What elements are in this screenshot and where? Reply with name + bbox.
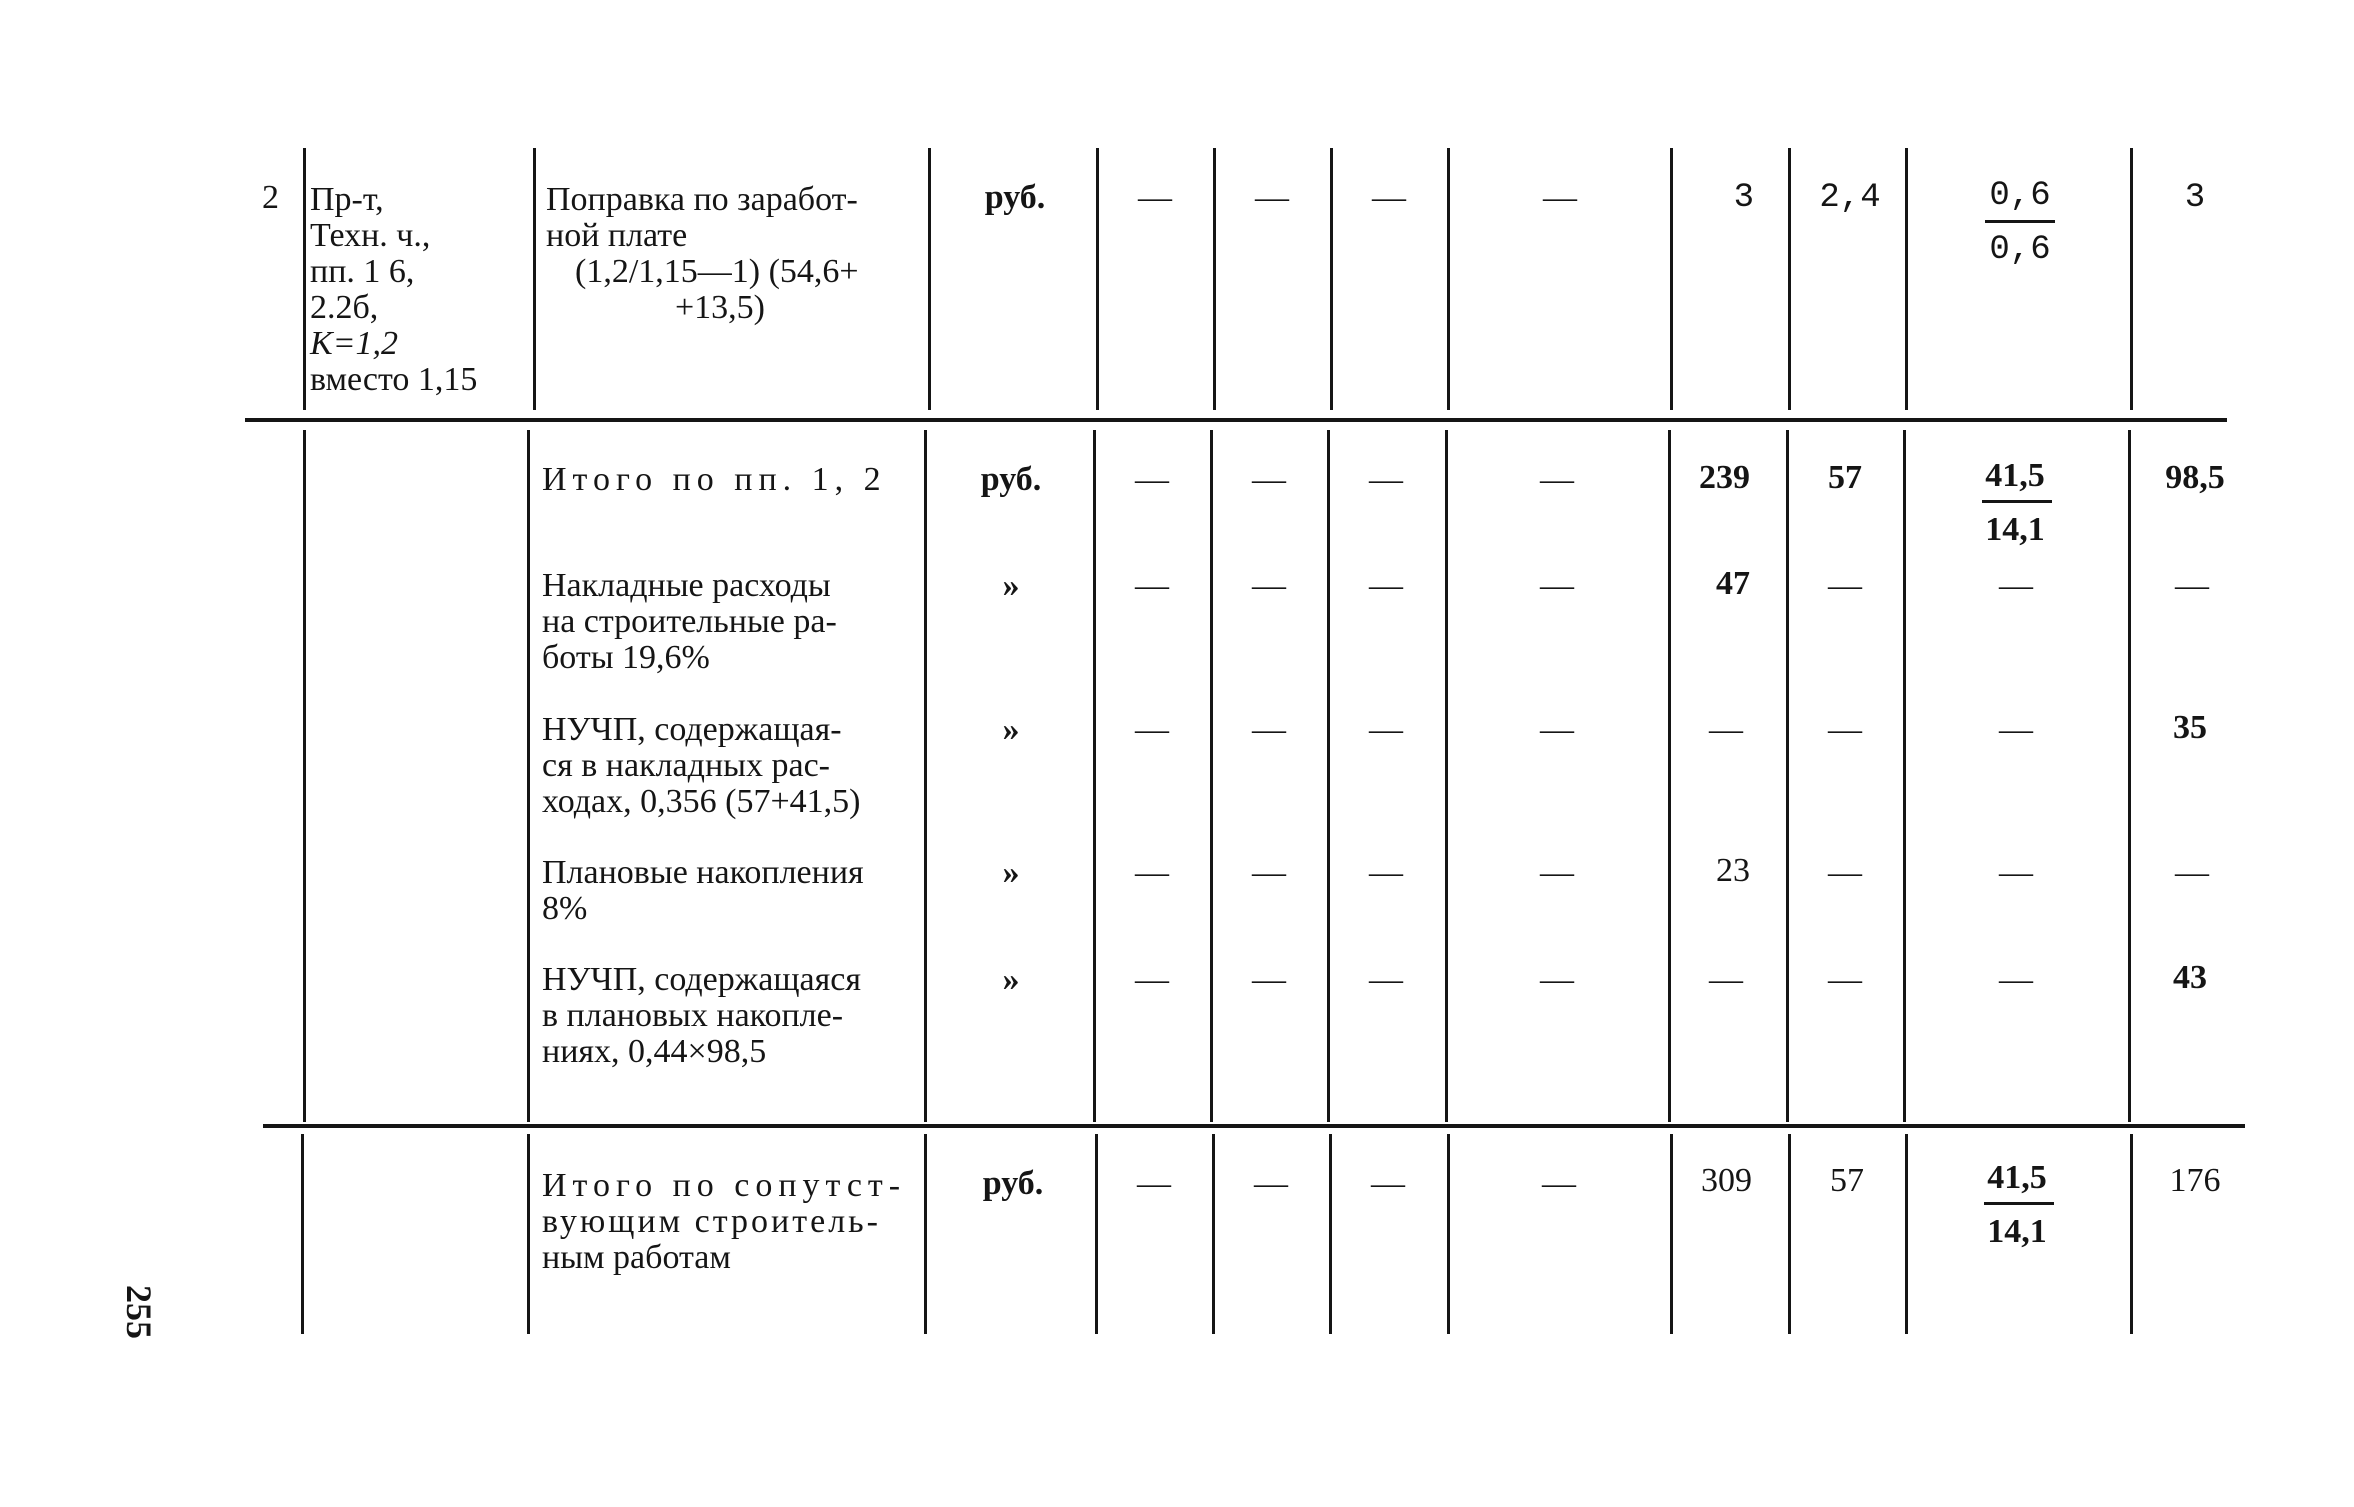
name-line: НУЧП, содержащая- [542,711,842,748]
dash: — [1999,567,2033,604]
basis-line: вместо 1,15 [310,361,478,398]
machine-value-top: 0,6 [1989,177,2051,215]
dash: — [1369,961,1403,998]
dash: — [1709,961,1743,998]
dash: — [1369,854,1403,891]
dash: — [1372,179,1406,216]
rule [1905,1134,1908,1334]
page-number: 255 [119,1285,159,1339]
rule [1447,148,1450,410]
dash: — [1135,567,1169,604]
rule [1096,148,1099,410]
machine-value-bottom: 14,1 [1987,1213,2047,1250]
basis-line: К=1,2 [310,325,399,362]
dash: — [1543,179,1577,216]
basis-line: Пр-т, [310,181,384,218]
dash: — [1137,1165,1171,1202]
dash: — [1828,961,1862,998]
basis-line: пп. 1 6, [310,253,415,290]
rule [1905,148,1908,410]
unit: руб. [982,1165,1044,1202]
rule [1903,430,1906,1122]
total-value: 47 [1716,565,1750,602]
dash: — [1540,854,1574,891]
dash: — [1252,961,1286,998]
unit: руб. [984,179,1046,216]
rule [2130,1134,2133,1334]
last-value: 98,5 [2165,459,2225,496]
dash: — [2175,854,2209,891]
rule [1788,148,1791,410]
dash: — [1540,567,1574,604]
name-line: ным работам [542,1239,731,1276]
rule [1445,430,1448,1122]
rule [303,148,306,410]
basis-line: Техн. ч., [310,217,431,254]
dash: — [1135,461,1169,498]
rule [1330,148,1333,410]
rule [1329,1134,1332,1334]
unit: руб. [980,461,1042,498]
rule [1668,430,1671,1122]
name-line: ниях, 0,44×98,5 [542,1033,767,1070]
name-line: ной плате [546,217,688,254]
last-value: 35 [2173,709,2207,746]
dash: — [1371,1165,1405,1202]
dash: — [1709,711,1743,748]
unit: » [1002,711,1020,748]
rule [924,1134,927,1334]
fraction-line [1984,1202,2054,1205]
name-line: (1,2/1,15—1) (54,6+ [575,253,859,290]
rule [2130,148,2133,410]
rule [1093,430,1096,1122]
name-line: ся в накладных рас- [542,747,830,784]
name-line: 8% [542,890,588,927]
wage-value: 57 [1830,1162,1864,1199]
wage-value: 57 [1828,459,1862,496]
rule [1786,430,1789,1122]
dash: — [1999,961,2033,998]
name-line: Поправка по заработ- [546,181,858,218]
rule [2128,430,2131,1122]
unit: » [1002,854,1020,891]
rule [928,148,931,410]
basis-line: 2.2б, [310,289,379,326]
total-value: 309 [1701,1162,1752,1199]
dash: — [1828,854,1862,891]
dash: — [1369,461,1403,498]
name-line: боты 19,6% [542,639,710,676]
unit: » [1002,961,1020,998]
last-value: 176 [2169,1162,2221,1199]
total-value: 23 [1716,852,1750,889]
rule [1213,148,1216,410]
rule [1447,1134,1450,1334]
dash: — [1138,179,1172,216]
dash: — [1252,461,1286,498]
dash: — [1540,711,1574,748]
name-line: Накладные расходы [542,567,831,604]
rule [1212,1134,1215,1334]
name-line: +13,5) [675,289,765,326]
rule [1788,1134,1791,1334]
item-number: 2 [262,179,279,216]
dash: — [1252,854,1286,891]
dash: — [1254,1165,1288,1202]
name-line: вующим строитель- [542,1203,881,1240]
rule [303,430,306,1122]
rule [1670,148,1673,410]
dash: — [1252,567,1286,604]
machine-value-top: 41,5 [1987,1159,2047,1196]
rule [1670,1134,1673,1334]
rule [533,148,536,410]
dash: — [1255,179,1289,216]
total-value: 3 [1733,179,1754,217]
rule [1095,1134,1098,1334]
unit: » [1002,567,1020,604]
subtotal-label: Итого по пп. 1, 2 [542,461,887,498]
name-line: НУЧП, содержащаяся [542,961,861,998]
dash: — [1252,711,1286,748]
name-line: на строительные ра- [542,603,837,640]
dash: — [1135,961,1169,998]
name-line: в плановых накопле- [542,997,844,1034]
dash: — [1999,854,2033,891]
last-value: 43 [2173,959,2207,996]
name-line: ходах, 0,356 (57+41,5) [542,783,861,820]
dash: — [1369,711,1403,748]
fraction-line [1985,220,2055,223]
dash: — [1369,567,1403,604]
dash: — [1135,711,1169,748]
rule [1327,430,1330,1122]
dash: — [1540,461,1574,498]
machine-value-bottom: 0,6 [1989,231,2051,269]
rule [245,418,2227,422]
fraction-line [1982,500,2052,503]
dash: — [1999,711,2033,748]
machine-value-top: 41,5 [1985,457,2045,494]
wage-value: 2,4 [1819,179,1881,217]
rule [263,1124,2245,1128]
rule [301,1134,304,1334]
rule [527,1134,530,1334]
total-value: 239 [1699,459,1750,496]
dash: — [1542,1165,1576,1202]
dash: — [1828,711,1862,748]
rule [1210,430,1213,1122]
machine-value-bottom: 14,1 [1985,511,2045,548]
dash: — [2175,567,2209,604]
dash: — [1135,854,1169,891]
rule [527,430,530,1122]
name-line: Плановые накопления [542,854,864,891]
dash: — [1828,567,1862,604]
last-value: 3 [2184,179,2206,217]
dash: — [1540,961,1574,998]
name-line: Итого по сопутст- [542,1167,907,1204]
rule [924,430,927,1122]
